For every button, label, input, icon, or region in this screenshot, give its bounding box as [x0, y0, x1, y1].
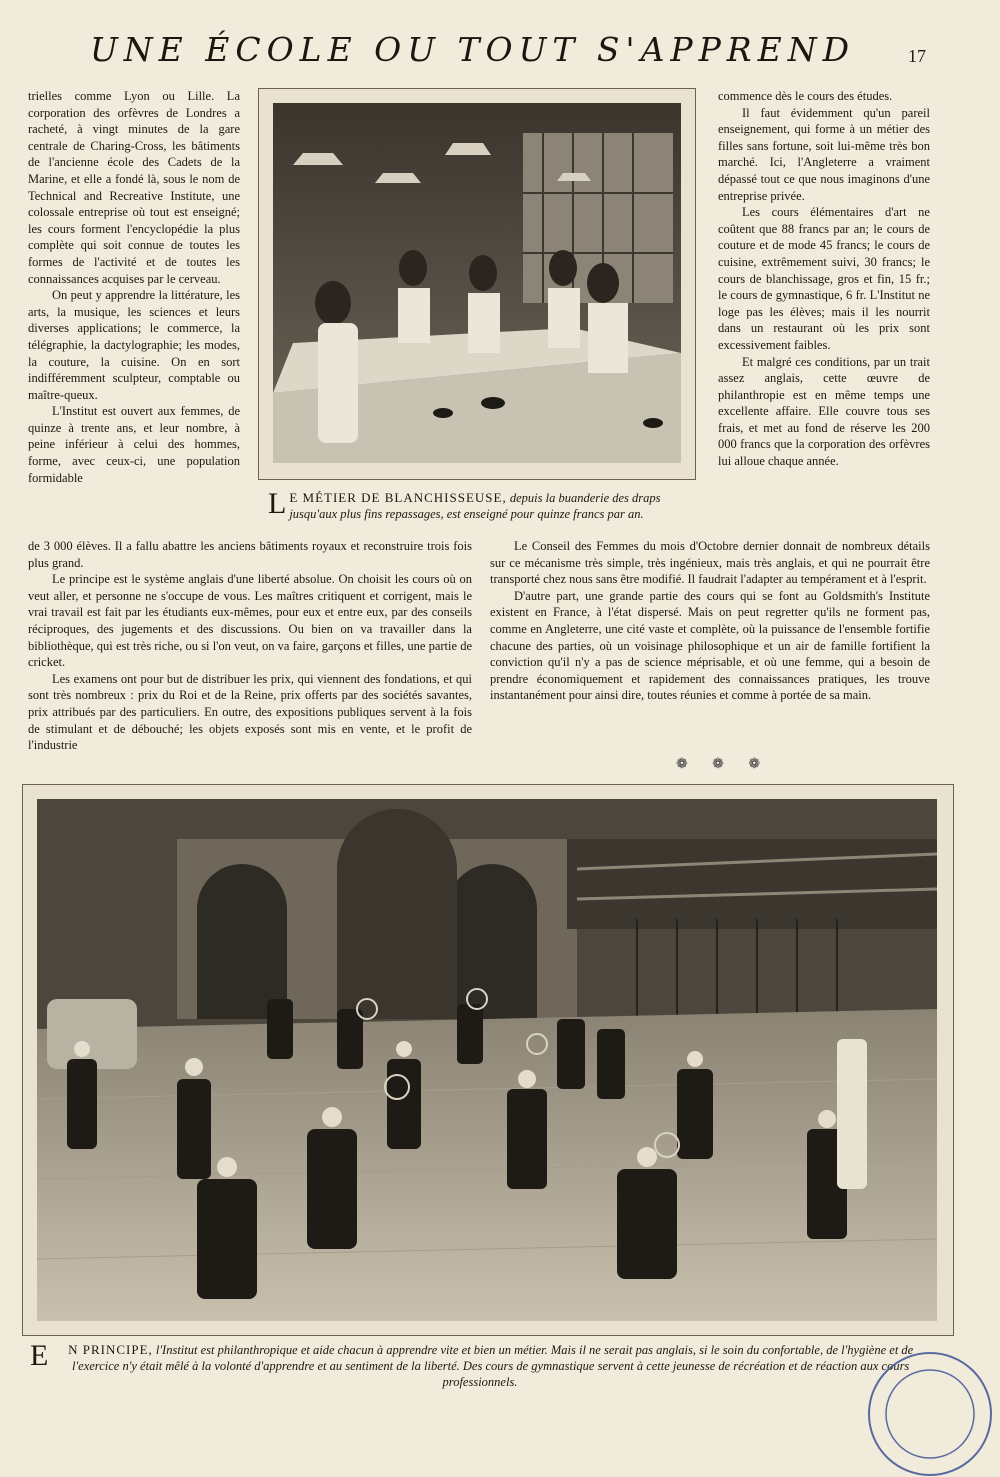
page-title: UNE ÉCOLE OU TOUT S'APPREND [90, 30, 856, 69]
caption-text: l'Institut est philanthropique et aide chacun à apprendre vite et bien un métier. Mais il ne serait pas anglais, si le soin du confortable, de l'hygiène et de l'exercice n'y était mêlé à la volonté d'apprendre et au sentiment de la liberté. Des cours de gymnastique servent à cette jeunesse de récréation et de réaction aux cours professionnels. [72, 1343, 914, 1389]
paragraph: On peut y apprendre la littérature, les arts, la musique, les sciences et leurs diverses applications; le commerce, la télégraphie, la dactylographie; les modes, la couture, la cuisine. On en sort indifféremment sculpteur, comptable ou maître-queux. [28, 288, 240, 402]
caption-initial: E [30, 1339, 49, 1372]
page-number: 17 [908, 46, 926, 66]
caption-initial: L [268, 487, 287, 520]
ornament: ❁ ❁ ❁ [676, 756, 771, 772]
paragraph: Et malgré ces conditions, par un trait assez anglais, cette œuvre de philanthropie est en même temps une excellente affaire. Elle couvre tous ses frais, et met au fond de réserve les 200 000 francs que la corporation des orfèvres lui alloue chaque année. [718, 354, 930, 469]
paragraph: trielles comme Lyon ou Lille. La corporation des orfèvres de Londres a racheté, à vingt minutes de la gare centrale de Charing-Cross, les bâtiments de l'ancienne école des Cadets de la Marine, et elle a fondé là, sous le nom de Technical and Recreative Institute, une colossale entreprise où tout est enseigné; les cours forment l'encyclopédie la plus complète qui soit connue de toutes les formes de l'activité et de toutes les connaissances acquises par le cerveau. [28, 89, 240, 286]
paragraph: L'Institut est ouvert aux femmes, de quinze à trente ans, et leur nombre, à peine inférieur à celui des hommes, forme, avec ceux-ci, une population formidable [28, 404, 240, 485]
paragraph: Il faut évidemment qu'un pareil enseignement, qui forme à un métier des filles sans fortune, soit lui-même très bon marché. Ici, l'Angleterre a vraiment dépassé tout ce que nous imaginons d'une entreprise privée. [718, 105, 930, 203]
right-wide-column [490, 538, 930, 704]
caption-text: depuis la buanderie des draps jusqu'aux plus fins repassages, est enseigné pour quinze francs par an. [289, 491, 661, 521]
paragraph: Les examens ont pour but de distribuer les prix, qui viennent des fondations, et qui sont très nombreux : prix du Roi et de la Reine, prix offerts par des sociétés savantes, prix attribués par des particuliers. En outre, des expositions publiques servent à la fois de stimulant et de débouché; les objets exposés sont mis en vente, et le profit de l'industrie [28, 671, 472, 753]
left-wide-column [28, 538, 472, 754]
gymnastics-photo-frame [22, 784, 954, 1336]
laundry-photo-frame [258, 88, 696, 480]
gymnastics-photo-caption [30, 1339, 930, 1390]
gymnastics-photo [37, 799, 937, 1321]
paragraph: D'autre part, une grande partie des cours qui se font au Goldsmith's Institute existent en France, à l'état dispersé. Mais on peut regretter qu'ils ne forment pas, comme en Angleterre, une cité vaste et complète, où la puissance de l'ensemble fortifie chacune des parties, où un voisinage philosophique et un air de famille fortifient la conviction qu'il n'y a pas de science méprisable, et où une femme, qui a besoin de prendre économiquement et rapidement des connaissances pratiques, les trouve instantanément pour ainsi dire, toutes réunies et comme à portée de sa main. [490, 588, 930, 703]
laundry-photo [273, 103, 681, 463]
caption-lead: N PRINCIPE, [68, 1342, 153, 1357]
library-stamp [868, 1352, 992, 1476]
paragraph: Le Conseil des Femmes du mois d'Octobre dernier donnait de nombreux détails sur ce mécanisme très simple, très ingénieux, mais très anglais, et qui ne pourrait être transporté chez nous sans être modifié. Il faudrait l'adapter au tempérament et à l'esprit. [490, 539, 930, 587]
caption-lead: E MÉTIER DE BLANCHISSEUSE, [289, 490, 507, 505]
paragraph: Les cours élémentaires d'art ne coûtent que 88 francs par an; le cours de couture et de mode 45 francs; le cours de cuisine, extrêmement suivi, 30 francs; le cours de blanchissage, gros et fin, 15 fr.; le cours de gymnastique, 6 fr. L'Institut ne loge pas les élèves; mais il les nourrit dans un restaurant où les prix sont excessivement faibles. [718, 205, 930, 352]
paragraph: commence dès le cours des études. [718, 89, 893, 103]
laundry-photo-caption [268, 487, 698, 522]
right-column [718, 88, 930, 470]
paragraph: Le principe est le système anglais d'une liberté absolue. On choisit les cours où on veut aller, et personne ne s'occupe de vous. Les maîtres critiquent et corrigent, mais le vrai travail est fait par les étudiants eux-mêmes, pour eux et entre eux, par des conseils réciproques, des jugements et des discussions. Ou bien on va travailler dans la bibliothèque, qui est très riche, ou si l'on veut, on va faire, garçons et filles, une partie de cricket. [28, 572, 472, 670]
left-column [28, 88, 240, 486]
paragraph: de 3 000 élèves. Il a fallu abattre les anciens bâtiments royaux et reconstruire trois fois plus grand. [28, 539, 472, 570]
